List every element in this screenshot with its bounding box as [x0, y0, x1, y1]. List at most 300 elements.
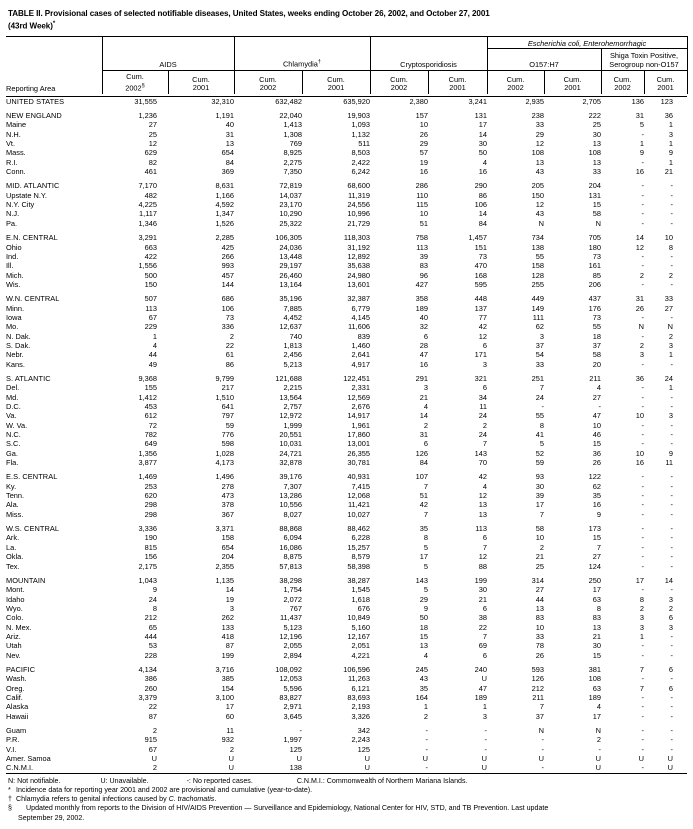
header-o157-2002: 2002: [507, 83, 524, 93]
row-cell-5: U: [481, 754, 487, 764]
row-cell-4: 189: [415, 303, 428, 313]
table-row: [6, 684, 687, 693]
row-cell-8: -: [641, 726, 644, 735]
table-row: [6, 604, 687, 613]
row-cell-9: -: [670, 641, 673, 651]
row-cell-1: 1,496: [215, 472, 234, 482]
row-cell-7: 25: [592, 120, 601, 130]
row-cell-2: 740: [289, 331, 302, 341]
row-cell-0: 260: [144, 683, 157, 693]
row-cell-9: -: [670, 190, 673, 200]
row-cell-5: 30: [478, 585, 487, 595]
row-cell-7: N: [595, 218, 601, 228]
row-cell-5: 171: [474, 350, 487, 360]
row-cell-0: 782: [144, 430, 157, 440]
footnote-3-mark: §: [8, 804, 12, 813]
row-cell-9: -: [670, 735, 673, 745]
row-cell-8: -: [641, 392, 644, 402]
row-cell-8: -: [641, 561, 644, 571]
row-area-label: P.R.: [6, 735, 20, 745]
row-cell-2: -: [299, 726, 302, 735]
row-cell-5: 42: [478, 472, 487, 482]
table-row: [6, 341, 687, 350]
table-row: [6, 350, 687, 359]
row-cell-8: -: [641, 190, 644, 200]
header-group-aids: AIDS: [159, 59, 177, 69]
row-cell-3: 3,326: [351, 711, 370, 721]
row-cell-3: 122,451: [343, 373, 370, 383]
row-cell-5: 2: [482, 420, 487, 430]
header-row-diseases: [6, 49, 687, 71]
row-area-label: S. Dak.: [6, 340, 31, 350]
table-row: [6, 304, 687, 313]
row-cell-1: 641: [221, 402, 234, 411]
row-cell-7: 15: [592, 650, 601, 660]
row-cell-0: 2: [152, 726, 157, 735]
row-cell-5: 6: [482, 340, 487, 350]
legend-cnmi: C.N.M.I.: Commonwealth of Northern Mariana Islands.: [296, 776, 468, 785]
header-cum-label: Cum.: [259, 74, 277, 84]
row-cell-8: -: [641, 359, 644, 369]
row-cell-3: 19,903: [347, 111, 370, 121]
row-cell-7: 35: [592, 491, 601, 501]
row-cell-0: 1,412: [138, 392, 157, 402]
row-cell-9: -: [670, 472, 673, 482]
row-cell-5: 38: [478, 613, 487, 623]
row-cell-1: 367: [221, 509, 234, 519]
row-cell-1: 1,166: [215, 190, 234, 200]
row-cell-2: 4,452: [283, 312, 302, 322]
header-reporting-area: Reporting Area: [6, 83, 56, 93]
table-row: [6, 613, 687, 622]
row-area-label: Ohio: [6, 242, 22, 252]
row-cell-6: 7: [539, 702, 544, 712]
table-row: [6, 96, 687, 106]
row-cell-0: 229: [144, 322, 157, 332]
row-cell-0: 4,225: [138, 200, 157, 210]
row-cell-4: -: [425, 763, 428, 773]
row-area-label: N.J.: [6, 209, 20, 219]
row-cell-4: 3: [423, 383, 428, 393]
row-cell-9: 3: [668, 594, 673, 604]
row-cell-3: 88,462: [347, 524, 370, 534]
row-cell-8: -: [641, 209, 644, 219]
row-cell-7: 30: [592, 641, 601, 651]
row-cell-9: -: [670, 439, 673, 449]
row-cell-0: 4: [152, 340, 157, 350]
row-cell-6: 17: [535, 500, 544, 510]
row-cell-2: U: [296, 754, 302, 764]
row-cell-6: 449: [531, 294, 544, 304]
row-cell-7: 173: [588, 524, 601, 534]
row-cell-9: -: [670, 200, 673, 210]
row-cell-2: 12,196: [279, 631, 302, 641]
row-cell-1: 2,355: [215, 561, 234, 571]
row-area-label: Okla.: [6, 552, 24, 562]
row-cell-4: 31: [419, 430, 428, 440]
row-cell-6: 37: [535, 340, 544, 350]
row-cell-3: 11,263: [347, 674, 370, 684]
row-cell-7: 7: [596, 542, 601, 552]
row-area-label: Ga.: [6, 448, 18, 458]
row-cell-4: 17: [419, 552, 428, 562]
row-cell-0: 1: [152, 331, 157, 341]
row-cell-3: 6,121: [351, 683, 370, 693]
row-cell-2: 121,688: [275, 373, 302, 383]
row-cell-4: 107: [415, 472, 428, 482]
row-cell-8: -: [641, 261, 644, 271]
footnotes: [6, 777, 687, 823]
row-cell-5: 189: [474, 692, 487, 702]
row-cell-7: 10: [592, 420, 601, 430]
header-group-cryptosporidiosis: Cryptosporidiosis: [400, 59, 457, 69]
table-row: [6, 200, 687, 209]
notifiable-diseases-table: [6, 36, 688, 776]
row-cell-2: 24,721: [279, 448, 302, 458]
row-cell-8: 31: [635, 111, 644, 121]
row-cell-4: 14: [419, 411, 428, 421]
row-cell-2: 8,027: [283, 509, 302, 519]
row-cell-8: -: [641, 402, 644, 411]
row-cell-1: 154: [221, 683, 234, 693]
table-row: [6, 693, 687, 702]
row-cell-1: 106: [221, 303, 234, 313]
row-cell-0: 9: [152, 585, 157, 595]
row-cell-8: -: [641, 430, 644, 440]
row-cell-5: 199: [474, 575, 487, 585]
row-cell-0: 386: [144, 674, 157, 684]
row-cell-0: 620: [144, 491, 157, 501]
row-cell-3: 676: [357, 603, 370, 613]
row-cell-1: 262: [221, 613, 234, 623]
row-area-label: Alaska: [6, 702, 29, 712]
title-line-1: TABLE II. Provisional cases of selected notifiable diseases, United States, weeks ending October 26, 2002, and October 27, 2001: [8, 9, 490, 18]
table-row: [6, 332, 687, 341]
row-cell-3: 2,676: [351, 402, 370, 411]
row-cell-5: 595: [474, 279, 487, 289]
row-cell-1: 2,285: [215, 233, 234, 243]
row-cell-6: 251: [531, 373, 544, 383]
row-cell-7: 21: [592, 631, 601, 641]
row-cell-6: 12: [535, 139, 544, 149]
row-area-label: Idaho: [6, 594, 25, 604]
row-cell-9: 123: [660, 96, 673, 106]
row-cell-9: 27: [664, 303, 673, 313]
row-cell-4: -: [425, 726, 428, 735]
row-cell-9: -: [670, 542, 673, 552]
row-cell-9: 1: [668, 350, 673, 360]
row-cell-7: 161: [588, 261, 601, 271]
row-cell-6: 2,935: [525, 96, 544, 106]
row-cell-7: 58: [592, 209, 601, 219]
row-area-label: Kans.: [6, 359, 25, 369]
table-row: [6, 576, 687, 585]
row-area-label: MID. ATLANTIC: [6, 181, 60, 191]
row-area-label: N. Dak.: [6, 331, 31, 341]
row-cell-9: -: [670, 500, 673, 510]
table-row: [6, 111, 687, 120]
row-cell-0: 3,379: [138, 692, 157, 702]
row-cell-1: 144: [221, 279, 234, 289]
row-cell-5: 6: [482, 383, 487, 393]
row-cell-7: 131: [588, 190, 601, 200]
row-cell-5: 14: [478, 129, 487, 139]
row-cell-5: -: [484, 735, 487, 745]
row-cell-4: -: [425, 744, 428, 754]
row-cell-0: 1,346: [138, 218, 157, 228]
row-cell-5: 168: [474, 270, 487, 280]
row-cell-3: 2,331: [351, 383, 370, 393]
header-cum-label: Cum.: [563, 74, 582, 84]
row-cell-6: 2: [539, 542, 544, 552]
table-row: [6, 510, 687, 519]
row-cell-7: 58: [592, 350, 601, 360]
header-cum-label: Cum.: [448, 74, 467, 84]
row-cell-8: -: [641, 383, 644, 393]
footnote-2-mark: †: [8, 795, 12, 804]
row-cell-6: 13: [535, 157, 544, 167]
row-cell-0: 461: [144, 167, 157, 177]
row-cell-4: 51: [419, 218, 428, 228]
row-cell-2: 72,819: [279, 181, 302, 191]
row-cell-2: 125: [289, 744, 302, 754]
row-cell-9: -: [670, 552, 673, 562]
row-area-label: W.N. CENTRAL: [6, 294, 60, 304]
row-cell-7: 250: [588, 575, 601, 585]
row-cell-4: 47: [419, 350, 428, 360]
row-cell-9: -: [670, 251, 673, 261]
row-cell-1: 473: [221, 491, 234, 501]
row-cell-0: 27: [148, 120, 157, 130]
row-cell-0: 298: [144, 509, 157, 519]
row-cell-2: 2,215: [283, 383, 302, 393]
row-cell-3: 58,398: [347, 561, 370, 571]
row-cell-5: 73: [478, 251, 487, 261]
row-cell-3: 10,849: [347, 613, 370, 623]
row-area-label: MOUNTAIN: [6, 575, 46, 585]
row-cell-6: 26: [535, 650, 544, 660]
row-cell-6: 44: [535, 594, 544, 604]
row-cell-4: 83: [419, 261, 428, 271]
row-cell-4: 29: [419, 139, 428, 149]
row-cell-2: 23,170: [279, 200, 302, 210]
row-cell-1: 14: [225, 585, 234, 595]
row-cell-1: 61: [225, 350, 234, 360]
row-cell-0: 915: [144, 735, 157, 745]
table-row: [6, 726, 687, 735]
row-area-label: Mass.: [6, 148, 26, 158]
row-cell-3: 7,415: [351, 481, 370, 491]
row-cell-2: 14,037: [279, 190, 302, 200]
row-area-label: E.N. CENTRAL: [6, 233, 58, 243]
row-cell-2: 2,456: [283, 350, 302, 360]
table-row: [6, 712, 687, 721]
table-row: [6, 148, 687, 157]
row-cell-3: 2,051: [351, 641, 370, 651]
row-cell-8: -: [641, 181, 644, 191]
header-cum-label: Cum.: [613, 74, 632, 84]
row-cell-7: 18: [592, 331, 601, 341]
row-cell-3: 342: [357, 726, 370, 735]
row-area-label: PACIFIC: [6, 664, 36, 674]
header-crypto-2002: 2002: [390, 83, 408, 93]
row-cell-7: 62: [592, 481, 601, 491]
row-cell-9: 9: [668, 148, 673, 158]
table-row: [6, 763, 687, 773]
row-cell-0: 113: [145, 303, 157, 313]
row-cell-8: 3: [639, 350, 644, 360]
table-row: [6, 562, 687, 571]
row-cell-5: 3: [482, 359, 487, 369]
table-body: [6, 96, 687, 773]
row-cell-5: 24: [478, 430, 487, 440]
row-cell-4: 43: [419, 674, 428, 684]
row-cell-9: 3: [668, 340, 673, 350]
row-cell-5: 13: [478, 509, 487, 519]
row-cell-8: 1: [639, 631, 644, 641]
row-area-label: Vt.: [6, 139, 16, 149]
header-aids-2001: 2001: [192, 83, 210, 93]
row-cell-6: 314: [531, 575, 544, 585]
row-cell-2: 138: [289, 763, 302, 773]
row-cell-9: U: [667, 763, 673, 773]
row-cell-0: 190: [144, 533, 157, 543]
row-cell-6: 158: [531, 261, 544, 271]
header-group-shiga-line1: Shiga Toxin Positive,: [609, 51, 679, 61]
row-cell-6: N: [538, 726, 544, 735]
table-row: [6, 294, 687, 303]
row-cell-6: 10: [535, 533, 544, 543]
row-cell-9: -: [670, 585, 673, 595]
row-cell-3: 125: [357, 744, 370, 754]
row-cell-1: 418: [221, 631, 234, 641]
row-cell-6: 593: [531, 664, 544, 674]
header-shiga-2001: 2001: [657, 83, 674, 93]
row-area-label: V.I.: [6, 744, 17, 754]
row-cell-5: 24: [478, 411, 487, 421]
row-cell-3: 11,319: [347, 190, 370, 200]
row-cell-7: 180: [588, 242, 601, 252]
row-cell-9: 2: [668, 270, 673, 280]
row-cell-7: 4: [596, 702, 601, 712]
header-aids-2002-footnote-mark: §: [141, 82, 145, 89]
row-cell-3: 1,961: [351, 420, 370, 430]
row-cell-5: 84: [478, 218, 487, 228]
row-cell-0: 1,043: [138, 575, 157, 585]
row-cell-8: -: [641, 312, 644, 322]
row-cell-4: 2: [423, 420, 428, 430]
row-cell-1: 1,191: [215, 111, 234, 121]
header-group-chlamydia-footnote-mark: †: [317, 59, 322, 66]
table-row: [6, 585, 687, 594]
header-o157-2001: 2001: [564, 83, 581, 93]
table-row: [6, 383, 687, 392]
row-cell-7: 189: [588, 692, 601, 702]
row-cell-4: 110: [416, 190, 428, 200]
legend-unavailable: U: Unavailable.: [100, 776, 149, 785]
row-cell-0: 1,469: [138, 472, 157, 482]
row-cell-2: 106,305: [275, 233, 302, 243]
row-cell-8: 2: [639, 270, 644, 280]
row-cell-6: 108: [531, 148, 544, 158]
row-cell-4: 1: [423, 702, 428, 712]
header-cum-label: Cum.: [390, 74, 408, 84]
row-cell-8: -: [641, 472, 644, 482]
row-cell-7: 381: [588, 664, 601, 674]
row-cell-3: 839: [357, 331, 370, 341]
row-cell-7: 63: [592, 683, 601, 693]
row-cell-6: 30: [535, 481, 544, 491]
row-cell-3: 12,167: [347, 631, 370, 641]
row-cell-9: 6: [668, 664, 673, 674]
row-cell-9: -: [670, 209, 673, 219]
row-cell-6: 111: [532, 312, 544, 322]
row-area-label: Minn.: [6, 303, 25, 313]
row-cell-1: 84: [225, 157, 234, 167]
row-cell-9: -: [670, 524, 673, 534]
row-cell-7: 13: [592, 622, 601, 632]
row-cell-5: 7: [482, 542, 487, 552]
row-area-label: W.S. CENTRAL: [6, 524, 60, 534]
row-cell-6: 255: [531, 279, 544, 289]
row-cell-9: -: [670, 402, 673, 411]
row-cell-7: 176: [588, 303, 601, 313]
row-cell-3: 12,068: [347, 491, 370, 501]
row-cell-6: 149: [531, 303, 544, 313]
row-cell-8: 2: [639, 340, 644, 350]
row-cell-9: 6: [668, 613, 673, 623]
row-cell-7: U: [595, 754, 601, 764]
row-cell-7: 73: [592, 251, 601, 261]
row-area-label: Ark.: [6, 533, 20, 543]
row-cell-6: 29: [535, 129, 544, 139]
row-area-label: Ill.: [6, 261, 14, 271]
row-cell-6: 7: [539, 383, 544, 393]
header-chlamydia-2001: 2001: [327, 83, 345, 93]
row-area-label: Maine: [6, 120, 27, 130]
row-cell-3: 32,387: [347, 294, 370, 304]
table-row: [6, 543, 687, 552]
row-cell-8: -: [641, 129, 644, 139]
row-cell-6: 7: [539, 509, 544, 519]
row-cell-9: 1: [668, 120, 673, 130]
table-row: [6, 252, 687, 261]
row-area-label: Utah: [6, 641, 22, 651]
row-cell-8: -: [641, 552, 644, 562]
row-cell-9: -: [670, 218, 673, 228]
row-cell-6: 43: [535, 167, 544, 177]
row-cell-2: 10,031: [279, 439, 302, 449]
row-cell-4: 96: [419, 270, 428, 280]
row-area-label: Miss.: [6, 509, 24, 519]
row-cell-6: 3: [539, 331, 544, 341]
row-cell-1: 1,028: [215, 448, 234, 458]
row-cell-1: 776: [221, 430, 234, 440]
row-cell-9: -: [670, 650, 673, 660]
table-row: [6, 139, 687, 148]
row-area-label: NEW ENGLAND: [6, 111, 62, 121]
row-cell-9: 3: [668, 129, 673, 139]
row-cell-4: U: [422, 754, 428, 764]
row-cell-6: 128: [531, 270, 544, 280]
row-cell-2: 1,997: [283, 735, 302, 745]
row-cell-4: 16: [419, 359, 428, 369]
row-cell-1: 13: [225, 139, 234, 149]
row-cell-3: 2,193: [351, 702, 370, 712]
row-cell-3: 511: [358, 139, 370, 149]
row-cell-8: 9: [639, 148, 644, 158]
row-cell-6: 212: [531, 683, 544, 693]
